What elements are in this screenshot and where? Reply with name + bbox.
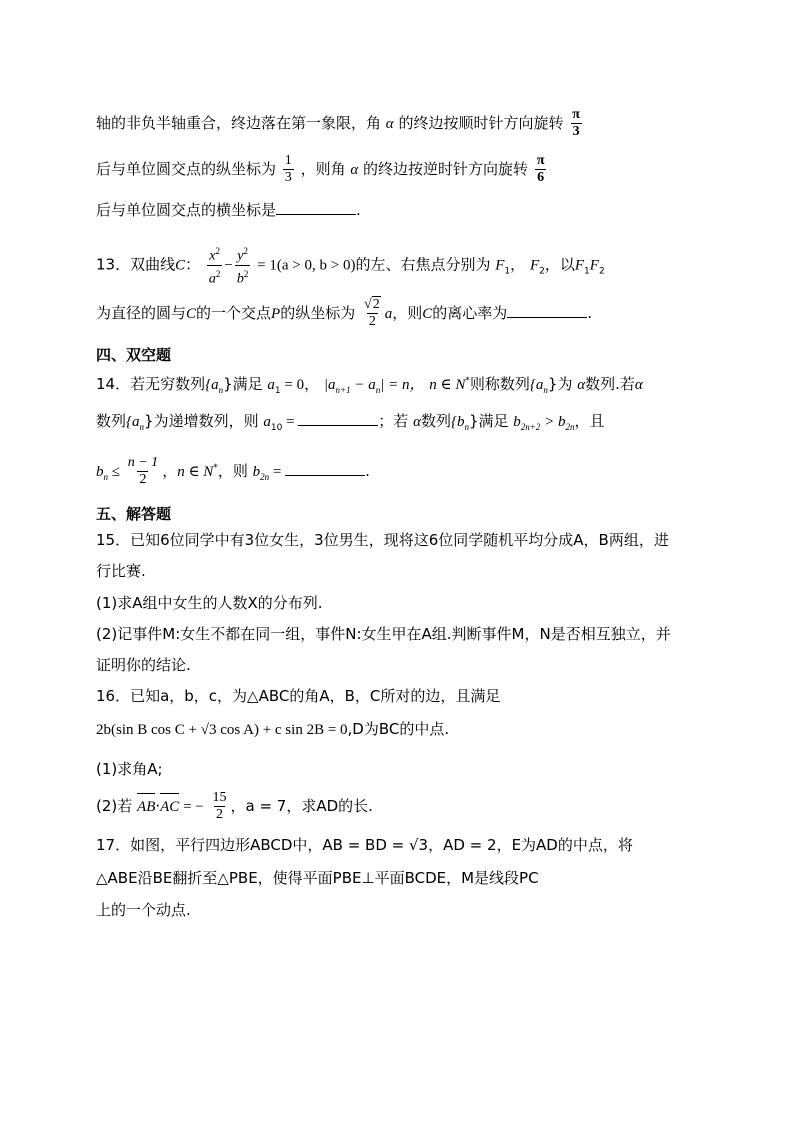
p12-line-1: 轴的非负半轴重合，终边落在第一象限，角 α 的终边按顺时针方向旋转 $\frac{\pi}{3}$	[96, 107, 580, 139]
fraction-sqrt2-2: $\frac{√2}{2}$	[364, 297, 380, 329]
p15-line-3: (1)求A组中女生的人数X的分布列.	[96, 594, 323, 612]
p12-line-2: 后与单位圆交点的纵坐标为 $\frac{1}{3}$ ，则角 α 的终边按逆时针方向旋转 $\frac{\pi}{6}$	[96, 153, 545, 185]
p16-line-4: (2)若 AB·AC = − $\frac{15}{2}$ ，a = 7，求AD的长.	[96, 790, 373, 822]
answer-blank[interactable]	[507, 303, 587, 318]
fraction-1-3: $\frac{1}{3}$	[284, 153, 292, 185]
p16-line-1: 16．已知a，b，c，为△ABC的角A，B，C所对的边，且满足	[96, 687, 501, 705]
fraction-y2-b2: $\frac{y^2}{b^2}$	[236, 246, 249, 287]
p13-line-2: 为直径的圆与C的一个交点P的纵坐标为 $\frac{√2}{2}$ a，则C的离心率为 .	[96, 297, 593, 329]
p14-line-1: 14．若无穷数列$\{a_n\}$满足 $a_1 = 0$， $|a_{n+1} - a_n| = n$， n ∈ N*则称数列$\{a_n\}$为 α数列.若α	[96, 375, 643, 396]
p17-line-1: 17．如图，平行四边形ABCD中，AB = BD = √3，AD = 2，E为AD的中点，将	[96, 836, 633, 854]
p15-line-1: 15．已知6位同学中有3位女生，3位男生，现将这6位同学随机平均分成A，B两组，进	[96, 531, 669, 549]
p17-line-3: 上的一个动点.	[96, 901, 191, 919]
answer-blank[interactable]	[285, 461, 365, 476]
answer-blank[interactable]	[276, 200, 356, 215]
p16-line-2: 2b(sin B cos C + √3 cos A) + c sin 2B = 0,D为BC的中点.	[96, 720, 450, 738]
p14-line-3: $b_n$ ≤ $\frac{n - 1}{2}$ ，n ∈ N*，则 $b_{2n}$ = .	[96, 455, 370, 487]
p15-line-4: (2)记事件M:女生不都在同一组，事件N:女生甲在A组.判断事件M，N是否相互独立，并	[96, 625, 671, 643]
p16-line-3: (1)求角A;	[96, 760, 163, 778]
fraction-pi-6: $\frac{\pi}{6}$	[536, 153, 545, 185]
p14-line-2: 数列$\{a_n\}$为递增数列，则 $a_{10}$ = ；若 α数列$\{b_n\}$满足 $b_{2n+2} > b_{2n}$，且	[96, 412, 605, 433]
p12-line-3: 后与单位圆交点的横坐标是 .	[96, 201, 361, 219]
p15-line-5: 证明你的结论.	[96, 656, 191, 674]
p17-line-2: △ABE沿BE翻折至△PBE，使得平面PBE⊥平面BCDE，M是线段PC	[96, 869, 539, 887]
section-heading-4: 四、双空题	[96, 346, 172, 364]
answer-blank[interactable]	[298, 411, 378, 426]
section-heading-5: 五、解答题	[96, 505, 172, 523]
fraction-pi-3: $\frac{\pi}{3}$	[572, 107, 580, 139]
fraction-15-2: $\frac{15}{2}$	[212, 790, 227, 822]
fraction-x2-a2: $\frac{x^2}{a^2}$	[208, 246, 221, 287]
p13-line-1: 13．双曲线C： $\frac{x^2}{a^2}$ − $\frac{y^2}{b^2}$ = 1(a > 0, b > 0)的左、右焦点分别为 $F_1$， $F_2$，以$F_1F_2$	[96, 243, 605, 287]
p15-line-2: 行比赛.	[96, 562, 146, 580]
fraction-n-minus-1-over-2: $\frac{n - 1}{2}$	[127, 455, 159, 487]
